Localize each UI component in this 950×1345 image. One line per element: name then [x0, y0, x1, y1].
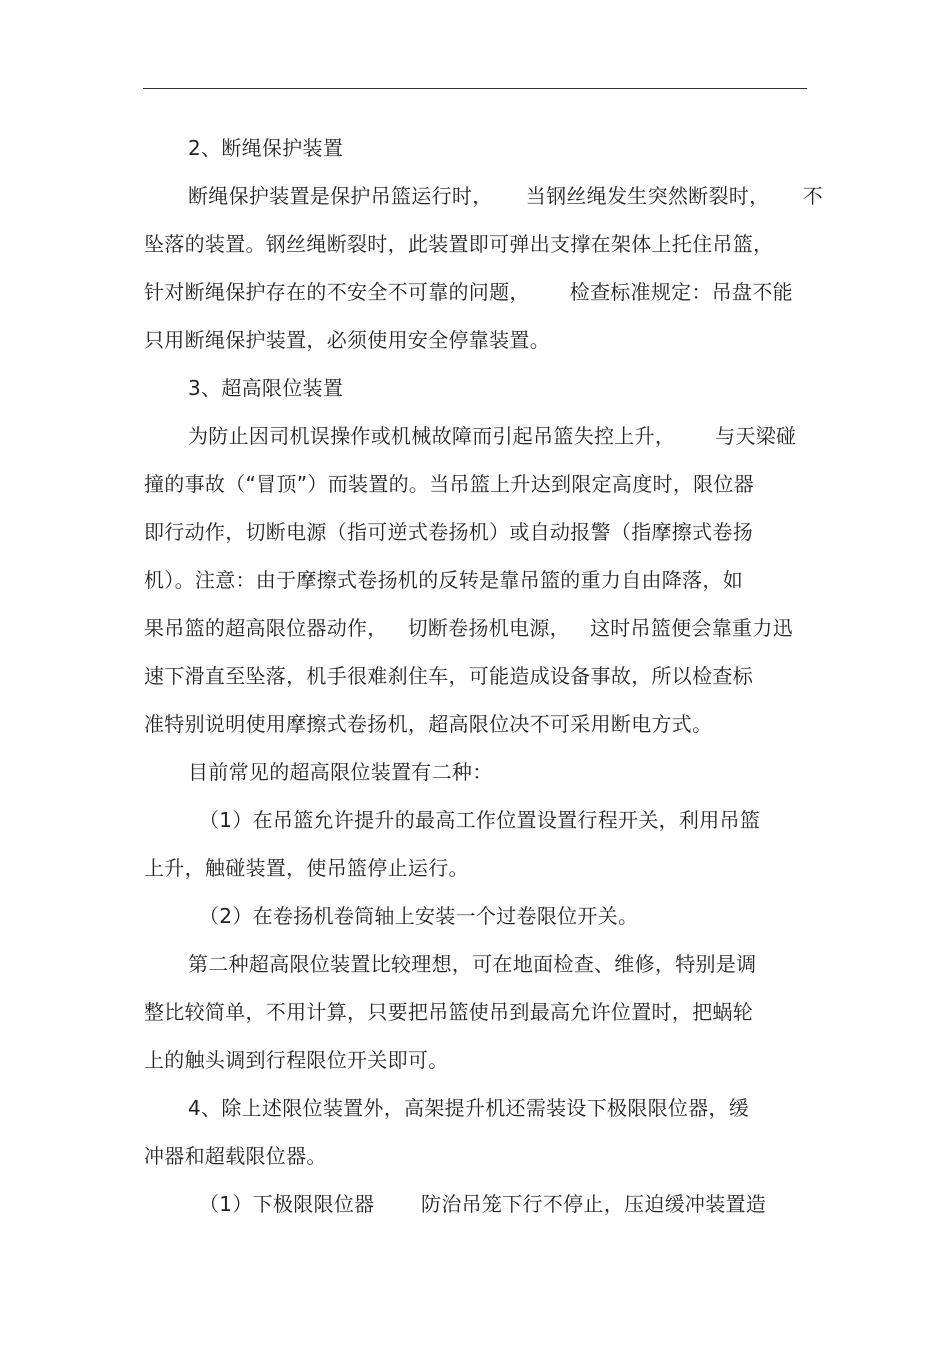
list-item: （2）在卷扬机卷筒轴上安装一个过卷限位开关。 — [199, 904, 639, 928]
list-item: （1）下极限限位器 防治吊笼下行不停止，压迫缓冲装置造 — [199, 1192, 767, 1216]
section-heading-2: 2、断绳保护装置 — [188, 136, 344, 160]
paragraph-line: 针对断绳保护存在的不安全不可靠的问题， 检查标准规定：吊盘不能 — [144, 280, 793, 304]
paragraph-line: 即行动作，切断电源（指可逆式卷扬机）或自动报警（指摩擦式卷扬 — [144, 520, 753, 544]
paragraph-line: 整比较简单，不用计算，只要把吊篮使吊到最高允许位置时，把蜗轮 — [144, 1000, 753, 1024]
list-item: （1）在吊篮允许提升的最高工作位置设置行程开关，利用吊篮 — [199, 808, 761, 832]
paragraph-line: 为防止因司机误操作或机械故障而引起吊篮失控上升， 与天梁碰 — [188, 424, 797, 448]
header-rule — [143, 88, 807, 89]
paragraph-line: 果吊篮的超高限位器动作， 切断卷扬机电源， 这时吊篮便会靠重力迅 — [144, 616, 793, 640]
section-heading-3: 3、超高限位装置 — [188, 376, 344, 400]
paragraph-line: 上的触头调到行程限位开关即可。 — [144, 1048, 449, 1072]
paragraph-line: 速下滑直至坠落，机手很难刹住车，可能造成设备事故，所以检查标 — [144, 664, 753, 688]
paragraph-line: 撞的事故（“冒顶”）而装置的。当吊篮上升达到限定高度时，限位器 — [144, 472, 755, 496]
paragraph-line: 机）。注意：由于摩擦式卷扬机的反转是靠吊篮的重力自由降落，如 — [144, 568, 743, 592]
paragraph-line: 断绳保护装置是保护吊篮运行时， 当钢丝绳发生突然断裂时， 不 — [188, 184, 823, 208]
paragraph-line: 准特别说明使用摩擦式卷扬机，超高限位决不可采用断电方式。 — [144, 712, 713, 736]
section-heading-4: 4、除上述限位装置外，高架提升机还需装设下极限限位器，缓 — [188, 1096, 750, 1120]
paragraph-line: 坠落的装置。钢丝绳断裂时，此装置即可弹出支撑在架体上托住吊篮， — [144, 232, 774, 256]
paragraph-line: 第二种超高限位装置比较理想，可在地面检查、维修，特别是调 — [188, 952, 757, 976]
paragraph-line: 上升，触碰装置，使吊篮停止运行。 — [144, 856, 469, 880]
paragraph-line: 冲器和超载限位器。 — [144, 1144, 327, 1168]
paragraph-line: 只用断绳保护装置，必须使用安全停靠装置。 — [144, 328, 550, 352]
paragraph-line: 目前常见的超高限位装置有二种： — [188, 760, 493, 784]
